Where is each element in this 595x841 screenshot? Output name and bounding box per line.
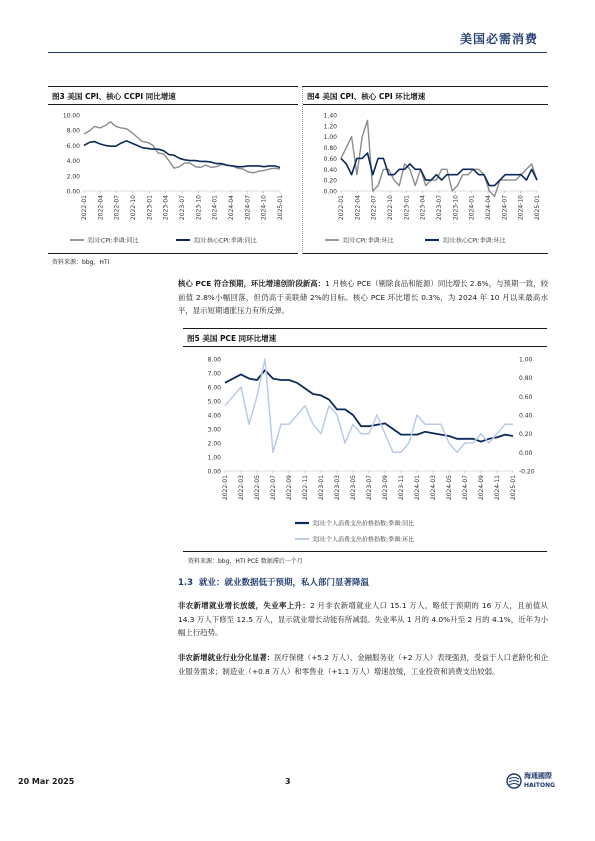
series-line-1 bbox=[225, 370, 513, 441]
x-tick-label: 2022-07 bbox=[270, 475, 277, 501]
legend-label: 美国:个人消费支出价格指数:季调:同比 bbox=[312, 520, 415, 528]
section-title: 就业：就业数据低于预期，私人部门显著降温 bbox=[198, 578, 369, 588]
y-tick-label: 1.00 bbox=[207, 454, 221, 462]
legend-label: 美国:核心CPI:季调:环比 bbox=[442, 237, 506, 245]
x-tick-label: 2023-04 bbox=[419, 195, 427, 221]
figure-5-chart bbox=[183, 347, 547, 551]
x-tick-label: 2025-01 bbox=[510, 475, 517, 501]
logo-en: HAITONG bbox=[524, 782, 556, 789]
pce-paragraph-lead: 核心 PCE 符合预期，环比增速创阶段新高： bbox=[178, 279, 326, 288]
legend-label: 美国:CPI:季调:同比 bbox=[87, 237, 139, 245]
legend-label: 美国:个人消费支出价格指数:季调:环比 bbox=[312, 536, 415, 544]
y-tick-label: 3.00 bbox=[207, 426, 221, 434]
figure-5 bbox=[183, 328, 547, 552]
y2-tick-label: 0.20 bbox=[519, 431, 533, 439]
y-tick-label: 8.00 bbox=[207, 356, 221, 364]
figure-4 bbox=[302, 86, 548, 254]
figure-5-source: 资料来源：bbg，HTI PCE 数据滞后一个月 bbox=[188, 558, 303, 565]
y-tick-label: 2.00 bbox=[66, 173, 80, 181]
x-tick-label: 2023-07 bbox=[436, 195, 443, 221]
figure-4-title: 图4 美国 CPI、核心 CPI 环比增速 bbox=[307, 92, 426, 101]
x-tick-label: 2022-01 bbox=[222, 475, 229, 501]
x-tick-label: 2023-01 bbox=[318, 475, 325, 501]
y2-tick-label: 1.00 bbox=[519, 356, 533, 364]
x-tick-label: 2023-07 bbox=[366, 475, 373, 501]
figure-3-title: 图3 美国 CPI、核心 CCPI 同比增速 bbox=[52, 92, 176, 101]
x-tick-label: 2023-05 bbox=[350, 475, 357, 501]
figure-5-title: 图5 美国 PCE 同环比增速 bbox=[187, 334, 277, 343]
pce-paragraph-body: 1 月核心 PCE（剔除食品和能源）同比增长 2.6%，与预期一致，较前值 2.8%小幅回落，但仍高于美联储 2%的目标。核心 PCE 环比增长 0.3%，为 2024 年 10 月以来最高水平，显示短期通胀压力有所反弹。 bbox=[178, 279, 548, 315]
y-tick-label: 5.00 bbox=[207, 398, 221, 406]
y-tick-label: 1.40 bbox=[323, 112, 337, 120]
y-tick-label: 8.00 bbox=[66, 127, 80, 135]
x-tick-label: 2022-10 bbox=[387, 195, 394, 221]
x-tick-label: 2022-07 bbox=[113, 195, 121, 221]
x-tick-label: 2024-07 bbox=[501, 195, 509, 221]
x-tick-label: 2022-01 bbox=[338, 195, 345, 221]
x-tick-label: 2023-11 bbox=[398, 475, 405, 501]
y-tick-label: 4.00 bbox=[207, 412, 221, 420]
x-tick-label: 2024-04 bbox=[228, 195, 235, 221]
x-tick-label: 2022-01 bbox=[81, 195, 88, 221]
x-tick-label: 2024-07 bbox=[244, 195, 252, 221]
figure-3 bbox=[48, 86, 298, 254]
x-tick-label: 2024-04 bbox=[485, 195, 492, 221]
legend-label: 美国:核心CPI:季调:同比 bbox=[193, 237, 257, 245]
x-tick-label: 2022-10 bbox=[130, 195, 137, 221]
section-heading bbox=[178, 576, 369, 588]
x-tick-label: 2023-01 bbox=[146, 195, 154, 221]
y-tick-label: 0.60 bbox=[323, 155, 337, 163]
series-line-1 bbox=[341, 120, 537, 196]
x-tick-label: 2024-01 bbox=[414, 475, 421, 501]
y2-tick-label: 0.60 bbox=[519, 393, 533, 401]
y2-tick-label: 0.80 bbox=[519, 375, 533, 383]
sector-paragraph-lead: 非农新增就业行业分化显著： bbox=[178, 653, 275, 662]
nfp-paragraph-lead: 非农新增就业增长放缓，失业率上升： bbox=[178, 601, 311, 610]
x-tick-label: 2022-04 bbox=[97, 195, 105, 221]
x-tick-label: 2024-11 bbox=[494, 475, 501, 501]
logo-cn: 海通國際 bbox=[524, 772, 552, 780]
x-tick-label: 2024-01 bbox=[468, 195, 476, 221]
y2-tick-label: -0.20 bbox=[519, 468, 535, 476]
y-tick-label: 1.20 bbox=[323, 123, 337, 131]
series-line-2 bbox=[84, 141, 280, 168]
x-tick-label: 2023-10 bbox=[195, 195, 203, 221]
y-tick-label: 0.20 bbox=[323, 177, 337, 185]
x-tick-label: 2023-07 bbox=[179, 195, 186, 221]
figure-3-chart bbox=[48, 105, 298, 253]
x-tick-label: 2022-07 bbox=[370, 195, 378, 221]
y2-tick-label: 0.00 bbox=[519, 449, 533, 457]
y-tick-label: 0.00 bbox=[323, 188, 337, 196]
x-tick-label: 2024-07 bbox=[462, 475, 469, 501]
x-tick-label: 2022-11 bbox=[302, 475, 309, 501]
x-tick-label: 2023-09 bbox=[382, 475, 389, 501]
y-tick-label: 0.40 bbox=[323, 166, 337, 174]
x-tick-label: 2023-01 bbox=[403, 195, 411, 221]
haitong-logo-icon bbox=[506, 773, 522, 789]
y-tick-label: 0.80 bbox=[323, 145, 337, 153]
section-number: 1.3 bbox=[178, 578, 194, 588]
x-tick-label: 2022-09 bbox=[286, 475, 293, 501]
x-tick-label: 2024-05 bbox=[446, 475, 453, 501]
legend-label: 美国:CPI:季调:环比 bbox=[342, 237, 394, 245]
nfp-paragraph bbox=[178, 599, 548, 640]
y-tick-label: 4.00 bbox=[66, 158, 80, 166]
y-tick-label: 1.00 bbox=[323, 134, 337, 142]
x-tick-label: 2025-01 bbox=[277, 195, 284, 221]
x-tick-label: 2023-03 bbox=[334, 475, 341, 501]
haitong-logo-text bbox=[524, 772, 555, 790]
pce-paragraph bbox=[178, 277, 548, 318]
y-tick-label: 6.00 bbox=[66, 142, 80, 150]
y2-tick-label: 0.40 bbox=[519, 412, 533, 420]
y-tick-label: 2.00 bbox=[207, 440, 221, 448]
y-tick-label: 6.00 bbox=[207, 384, 221, 392]
y-tick-label: 0.00 bbox=[207, 468, 221, 476]
x-tick-label: 2022-04 bbox=[354, 195, 362, 221]
x-tick-label: 2022-05 bbox=[254, 475, 261, 501]
x-tick-label: 2022-03 bbox=[238, 475, 245, 501]
x-tick-label: 2024-10 bbox=[517, 195, 525, 221]
x-tick-label: 2024-01 bbox=[211, 195, 219, 221]
x-tick-label: 2024-09 bbox=[478, 475, 485, 501]
x-tick-label: 2023-04 bbox=[162, 195, 170, 221]
figure-4-chart bbox=[303, 105, 548, 253]
header-rule bbox=[48, 52, 547, 53]
y-tick-label: 10.00 bbox=[62, 112, 80, 120]
y-tick-label: 0.00 bbox=[66, 188, 80, 196]
y-tick-label: 7.00 bbox=[207, 370, 221, 378]
header-title: 美国必需消费 bbox=[459, 32, 538, 46]
x-tick-label: 2023-10 bbox=[452, 195, 460, 221]
nfp-paragraph-body: 2 月非农新增就业人口 15.1 万人，略低于预期的 16 万人，且前值从 14.3 万人下修至 12.5 万人，显示就业增长动能有所减弱。失业率从 1 月的 4.0%升至 2 月的 4.1%，近年为小幅上行趋势。 bbox=[178, 601, 548, 637]
page-number: 3 bbox=[285, 777, 291, 786]
footer-date: 20 Mar 2025 bbox=[18, 777, 75, 786]
figure-3-4-source: 资料来源：bbg，HTI bbox=[52, 259, 110, 266]
x-tick-label: 2024-03 bbox=[430, 475, 437, 501]
x-tick-label: 2024-10 bbox=[260, 195, 268, 221]
sector-paragraph-body: 医疗保健（+5.2 万人）、金融服务业（+2 万人）表现强劲，受益于人口老龄化和企业服务需求；制造业（+0.8 万人）和零售业（+1.1 万人）增速放缓，工业投资和消费支出较弱。 bbox=[178, 653, 548, 676]
x-tick-label: 2025-01 bbox=[534, 195, 541, 221]
sector-paragraph bbox=[178, 651, 548, 678]
